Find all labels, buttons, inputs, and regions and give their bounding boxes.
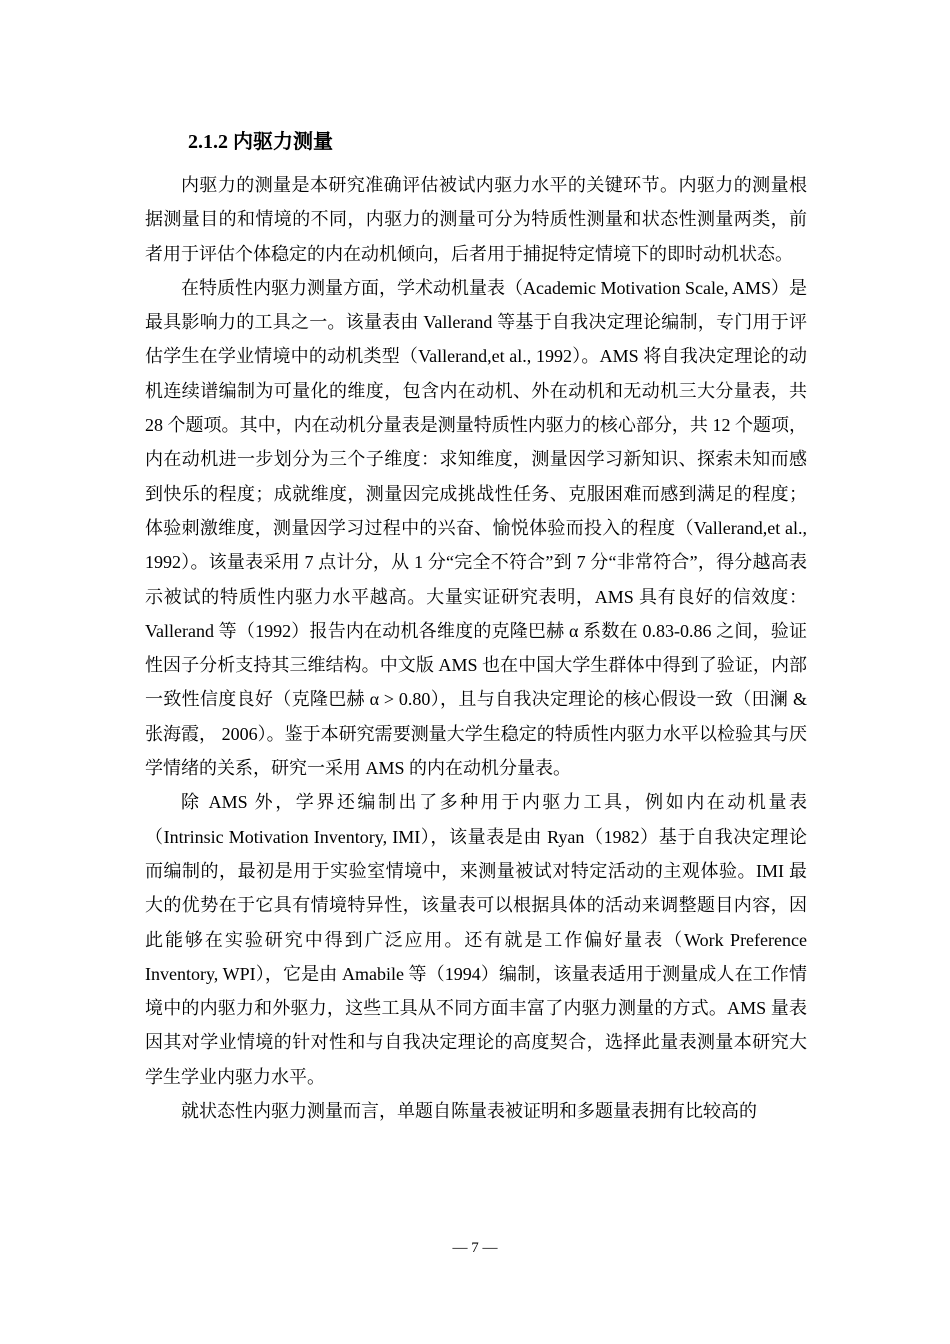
body-text: [145, 168, 807, 1128]
paragraph-measurement-intro: 内驱力的测量是本研究准确评估被试内驱力水平的关键环节。内驱力的测量根据测量目的和情境的不同，内驱力的测量可分为特质性测量和状态性测量两类，前者用于评估个体稳定的内在动机倾向，后者用于捕捉特定情境下的即时动机状态。: [145, 175, 807, 264]
paragraph-state-measurement: 就状态性内驱力测量而言，单题自陈量表被证明和多题量表拥有比较高的: [181, 1101, 757, 1122]
paragraph-other-tools: 除 AMS 外，学界还编制出了多种用于内驱力工具，例如内在动机量表（Intrinsic Motivation Inventory, IMI），该量表是由 Ryan（1982）基于自我决定理论而编制的，最初是用于实验室情境中，来测量被试对特定活动的主观体验。IMI 最大的优势在于它具有情境特异性，该量表可以根据具体的活动来调整题目内容，因此能够在实验研究中得到广泛应用。还有就是工作偏好量表（Work Preference Inventory, WPI），它是由 Amabile 等（1994）编制，该量表适用于测量成人在工作情境中的内驱力和外驱力，这些工具从不同方面丰富了内驱力测量的方式。AMS 量表因其对学业情境的针对性和与自我决定理论的高度契合，选择此量表测量本研究大学生学业内驱力水平。: [145, 792, 807, 1087]
page-number: — 7 —: [452, 1240, 498, 1256]
section-heading: 2.1.2 内驱力测量: [188, 131, 333, 153]
paragraph-trait-ams: 在特质性内驱力测量方面，学术动机量表（Academic Motivation Scale, AMS）是最具影响力的工具之一。该量表由 Vallerand 等基于自我决定理论编制，专门用于评估学生在学业情境中的动机类型（Vallerand,et al., 1992）。AMS 将自我决定理论的动机连续谱编制为可量化的维度，包含内在动机、外在动机和无动机三大分量表，共 28 个题项。其中，内在动机分量表是测量特质性内驱力的核心部分，共 12 个题项，内在动机进一步划分为三个子维度：求知维度，测量因学习新知识、探索未知而感到快乐的程度；成就维度，测量因完成挑战性任务、克服困难而感到满足的程度；体验刺激维度，测量因学习过程中的兴奋、愉悦体验而投入的程度（Vallerand,et al., 1992）。该量表采用 7 点计分，从 1 分“完全不符合”到 7 分“非常符合”，得分越高表示被试的特质性内驱力水平越高。大量实证研究表明，AMS 具有良好的信效度：Vallerand 等（1992）报告内在动机各维度的克隆巴赫 α 系数在 0.83-0.86 之间，验证性因子分析支持其三维结构。中文版 AMS 也在中国大学生群体中得到了验证，内部一致性信度良好（克隆巴赫 α > 0.80），且与自我决定理论的核心假设一致（田澜 & 张海霞， 2006）。鉴于本研究需要测量大学生稳定的特质性内驱力水平以检验其与厌学情绪的关系，研究一采用 AMS 的内在动机分量表。: [145, 277, 807, 779]
